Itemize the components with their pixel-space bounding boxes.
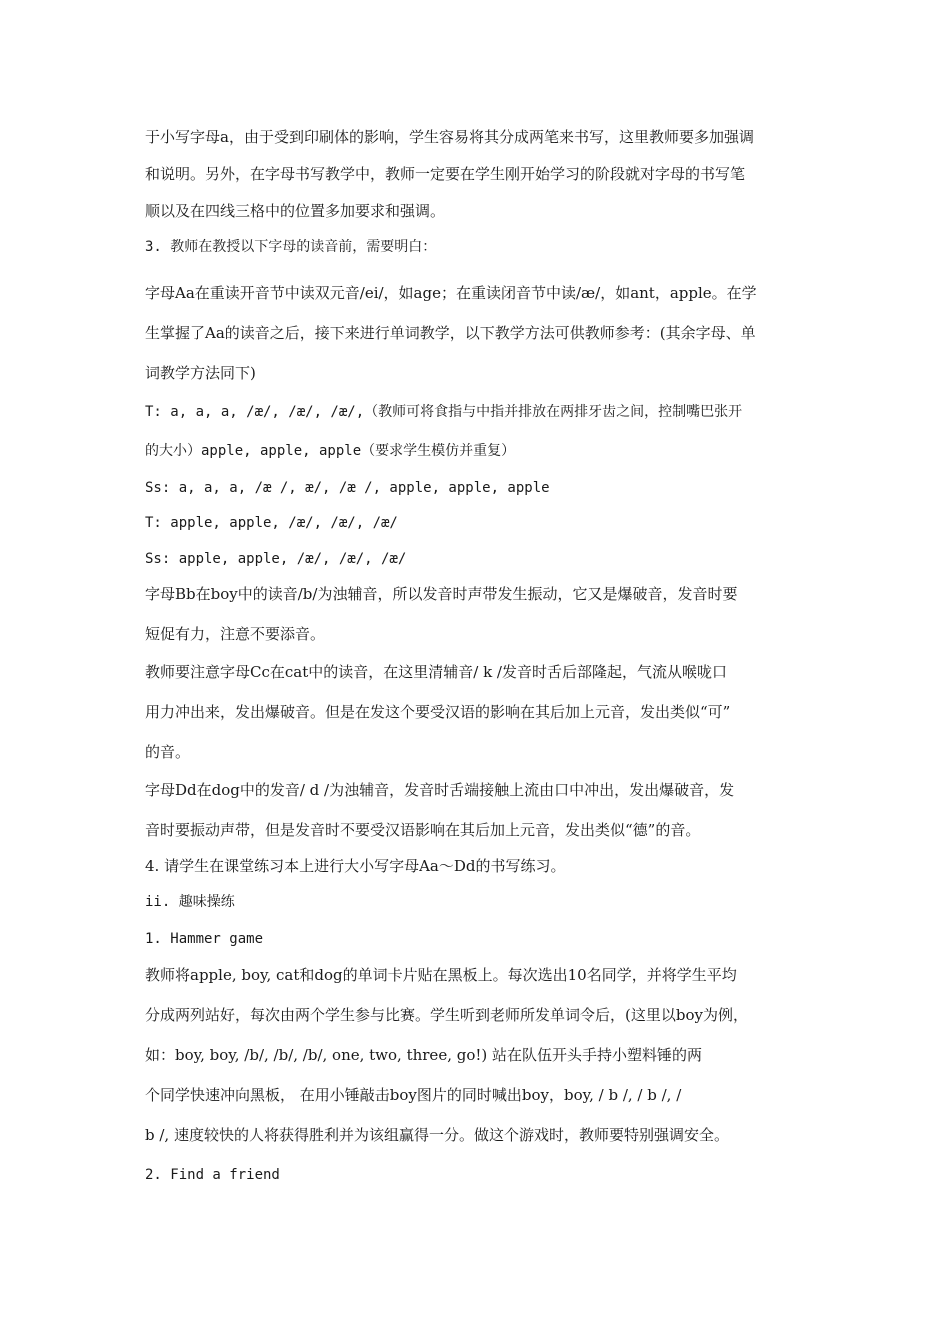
- text-line: 音时要振动声带，但是发音时不要受汉语影响在其后加上元音，发出类似“德”的音。: [145, 821, 701, 839]
- text-line: 1. Hammer game: [145, 931, 264, 947]
- text-line: 字母Dd在dog中的发音/ d /为浊辅音，发音时舌端接触上流由口中冲出，发出爆破音，发: [145, 781, 735, 799]
- text-line: 的大小）apple, apple, apple（要求学生模仿并重复）: [145, 443, 516, 459]
- text-line: T: apple, apple, /æ/, /æ/, /æ/: [145, 515, 398, 531]
- text-line: 和说明。另外，在字母书写教学中，教师一定要在学生刚开始学习的阶段就对字母的书写笔: [145, 165, 746, 183]
- text-line: 的音。: [145, 743, 191, 761]
- text-line: Ss: apple, apple, /æ/, /æ/, /æ/: [145, 551, 407, 567]
- text-line: 个同学快速冲向黑板， 在用小锤敲击boy图片的同时喊出boy，boy, / b /, / b /, /: [145, 1086, 682, 1104]
- text-line: 3. 教师在教授以下字母的读音前，需要明白：: [145, 239, 437, 255]
- text-line: 顺以及在四线三格中的位置多加要求和强调。: [145, 202, 446, 220]
- text-line: 字母Aa在重读开音节中读双元音/ei/，如age；在重读闭音节中读/æ/，如ant，apple。在学: [145, 284, 757, 302]
- text-line: 短促有力，注意不要添音。: [145, 625, 326, 643]
- text-line: 用力冲出来，发出爆破音。但是在发这个要受汉语的影响在其后加上元音，发出类似“可”: [145, 703, 731, 721]
- text-line: ii. 趣味操练: [145, 894, 235, 910]
- text-line: 于小写字母a，由于受到印刷体的影响，学生容易将其分成两笔来书写，这里教师要多加强调: [145, 128, 754, 146]
- text-line: 教师要注意字母Cc在cat中的读音，在这里清辅音/ k /发音时舌后部隆起，气流从喉咙口: [145, 663, 727, 681]
- text-line: 词教学方法同下): [145, 364, 256, 382]
- text-line: 如：boy, boy, /b/, /b/, /b/, one, two, three, go!) 站在队伍开头手持小塑料锤的两: [145, 1046, 703, 1064]
- text-line: 字母Bb在boy中的读音/b/为浊辅音，所以发音时声带发生振动，它又是爆破音，发音时要: [145, 585, 738, 603]
- text-line: 生掌握了Aa的读音之后，接下来进行单词教学，以下教学方法可供教师参考：(其余字母、单: [145, 324, 756, 342]
- text-line: 2. Find a friend: [145, 1167, 280, 1183]
- text-line: b /, 速度较快的人将获得胜利并为该组赢得一分。做这个游戏时，教师要特别强调安全。: [145, 1126, 729, 1144]
- text-line: 4. 请学生在课堂练习本上进行大小写字母Aa～Dd的书写练习。: [145, 857, 566, 875]
- text-line: T: a, a, a, /æ/, /æ/, /æ/,（教师可将食指与中指并排放在两排牙齿之间，控制嘴巴张开: [145, 404, 743, 420]
- text-line: 教师将apple, boy, cat和dog的单词卡片贴在黑板上。每次选出10名同学，并将学生平均: [145, 966, 737, 984]
- text-line: Ss: a, a, a, /æ /, æ/, /æ /, apple, apple, apple: [145, 480, 550, 496]
- text-line: 分成两列站好，每次由两个学生参与比赛。学生听到老师所发单词令后，(这里以boy为例，: [145, 1006, 748, 1024]
